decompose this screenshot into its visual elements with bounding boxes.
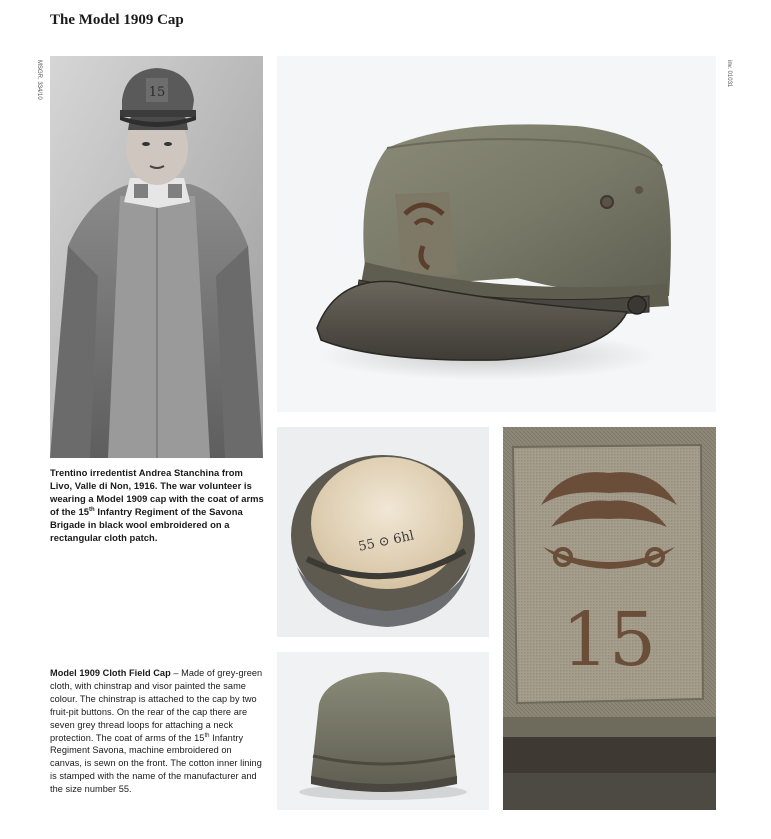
patch-number: 15 xyxy=(561,597,657,683)
cap-badge-number: 15 xyxy=(148,85,166,100)
soldier-portrait-photo xyxy=(50,56,263,458)
interior-stamp: 55 ⊙ 6hl xyxy=(357,528,416,555)
page-title: The Model 1909 Cap xyxy=(50,12,184,28)
inventory-code-left: MSGR. 334/10 xyxy=(36,60,42,100)
inventory-code-right: inv. 01031 xyxy=(726,60,732,88)
cap-front-photo xyxy=(277,56,716,412)
cap-interior-photo xyxy=(277,427,489,637)
portrait-caption: Trentino irredentist Andrea Stanchina from Livo, Valle di Non, 1916. The war volunteer is wearing a Model 1909 cap with the coat of arms of the 15th Infantry Regiment of the Savona Brigade in black wool embroidered on a rectangular cloth patch. xyxy=(50,467,264,544)
cap-description: Model 1909 Cloth Field Cap – Made of grey-green cloth, with chinstrap and visor painted the same colour. The chinstrap is attached to the cap by two fruit-pit buttons. On the rear of the cap there are seven grey thread loops for attaching a neck protection. The coat of arms of the 15th Infantry Regiment Savona, machine embroidered on canvas, is sewn on the front. The cotton inner lining is stamped with the name of the manufacturer and the size number 55. xyxy=(50,668,263,795)
cap-rear-photo xyxy=(277,652,489,810)
coat-of-arms-patch-photo xyxy=(503,427,716,810)
